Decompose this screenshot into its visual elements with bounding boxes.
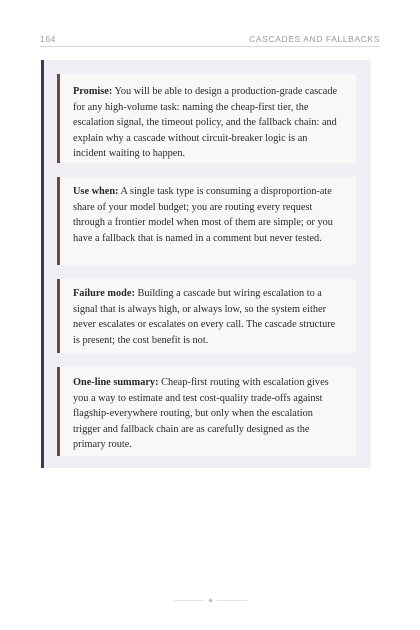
summary-text <box>60 367 356 453</box>
promise-text <box>60 74 356 162</box>
promise-body: You will be able to design a production-grade cascade for any high-volume task: naming the cheap-first tier, the escalation signal, the timeout policy, and the fallback chain: and explain why a cascade without circuit-breaker logic is an incident waiting to happen. <box>73 86 338 160</box>
diamond-icon <box>208 598 212 602</box>
failure-mode-text <box>60 279 356 348</box>
failure-mode-card <box>57 279 356 353</box>
one-line-summary-card <box>57 367 356 456</box>
page-number: 164 <box>40 34 56 44</box>
use-when-body: A single task type is consuming a disproportion-ate share of your model budget; you are routing every request through a frontier model when most of them are simple; or you have a fallback that is named in a comment but never tested. <box>73 186 333 244</box>
promise-card <box>57 74 356 163</box>
use-when-label: Use when: <box>73 186 119 197</box>
failure-mode-label: Failure mode: <box>73 288 135 299</box>
use-when-text <box>60 177 356 246</box>
summary-label: One-line summary: <box>73 377 159 388</box>
ornament-line-right <box>217 600 247 601</box>
header-rule <box>40 46 380 47</box>
ornament-line-left <box>174 600 204 601</box>
use-when-card <box>57 177 356 265</box>
footer-ornament <box>0 594 420 606</box>
promise-label: Promise: <box>73 86 113 97</box>
summary-body: Cheap-first routing with escalation gives you a way to estimate and test cost-quality trade-offs against flagship-everywhere routing, but only when the escalation trigger and fallback chain are as carefully designed as the primary route. <box>73 377 329 451</box>
running-title: CASCADES AND FALLBACKS <box>249 34 380 44</box>
failure-mode-body: Building a cascade but wiring escalation to a signal that is always high, or always low, so the system either never escalates or escalates on every call. The cascade structure is present; the cost benefit is not. <box>73 288 336 346</box>
running-header <box>40 26 380 44</box>
